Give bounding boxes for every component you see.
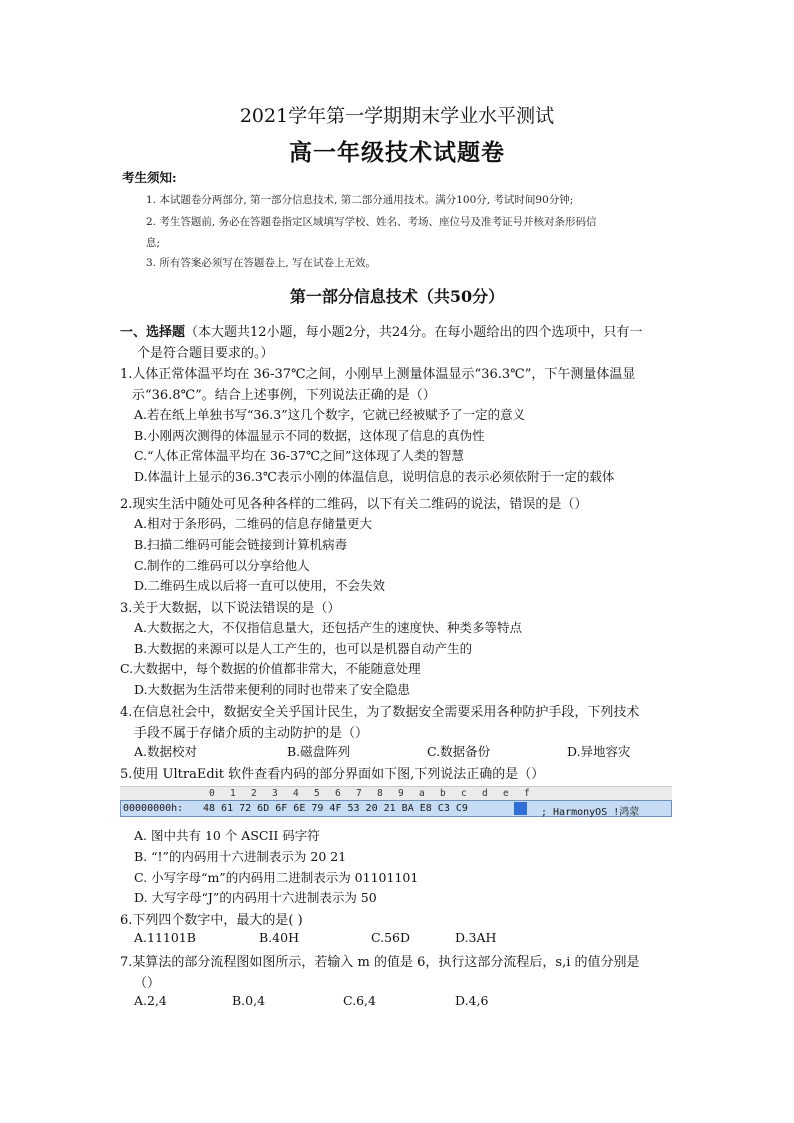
q3-stem: 3.关于大数据，以下说法错误的是（） <box>120 601 341 616</box>
section-title: 第一部分信息技术（共50分） <box>289 287 505 306</box>
q1-option-d: D.体温计上显示的36.3℃表示小刚的体温信息，说明信息的表示必须依附于一定的载体 <box>134 469 615 484</box>
q5-option-c: C. 小写字母“m”的内码用二进制表示为 01101101 <box>134 870 419 885</box>
hex-col-9: 9 <box>398 788 404 799</box>
q4-option-b: B.磁盘阵列 <box>287 744 351 759</box>
q7-option-d: D.4,6 <box>455 993 489 1008</box>
hex-col-4: 4 <box>293 788 299 799</box>
hex-column-header <box>120 786 672 801</box>
q1-option-b: B.小刚两次测得的体温显示不同的数据，这体现了信息的真伪性 <box>134 428 485 443</box>
hex-col-0: 0 <box>209 788 215 799</box>
q3-option-b: B.大数据的来源可以是人工产生的，也可以是机器自动产生的 <box>134 641 473 656</box>
hex-cursor <box>514 802 527 815</box>
q4-option-c: C.数据备份 <box>427 744 491 759</box>
hex-text: ; HarmonyOS !鸿蒙 <box>541 807 640 818</box>
hex-col-2: 2 <box>251 788 257 799</box>
notice-item-1: 1. 本试题卷分两部分, 第一部分信息技术, 第二部分通用技术。满分100分, 考试时间90分钟; <box>146 194 574 206</box>
exam-title-line1: 2021学年第一学期期末学业水平测试 <box>239 105 555 127</box>
q6-option-c: C.56D <box>371 930 411 945</box>
q7-option-b: B.0,4 <box>232 993 266 1008</box>
q2-option-b: B.扫描二维码可能会链接到计算机病毒 <box>134 537 348 552</box>
hex-col-e: e <box>503 788 509 799</box>
q3-option-a: A.大数据之大，不仅指信息量大，还包括产生的速度快、种类多等特点 <box>134 620 523 635</box>
part-heading <box>120 321 642 340</box>
q4-option-d: D.异地容灾 <box>567 744 631 759</box>
hex-col-8: 8 <box>377 788 383 799</box>
hex-data-row <box>120 800 672 817</box>
hex-address: 00000000h: <box>123 803 184 814</box>
notice-heading: 考生须知: <box>122 170 177 185</box>
q7-option-a: A.2,4 <box>134 993 167 1008</box>
part-heading-cont: 个是符合题目要求的。） <box>137 346 274 361</box>
part-heading-text: （本大题共12小题，每小题2分，共24分。在每小题给出的四个选项中，只有一 <box>185 325 643 340</box>
exam-title-line2: 高一年级技术试题卷 <box>289 139 505 166</box>
q2-option-c: C.制作的二维码可以分享给他人 <box>134 558 310 573</box>
hex-col-f: f <box>524 788 530 799</box>
q3-option-d: D.大数据为生活带来便利的同时也带来了安全隐患 <box>134 682 411 697</box>
q2-option-a: A.相对于条形码，二维码的信息存储量更大 <box>134 516 373 531</box>
q4-stem-line1: 4.在信息社会中，数据安全关乎国计民生，为了数据安全需要采用各种防护手段，下列技术 <box>120 705 640 720</box>
hex-col-1: 1 <box>230 788 236 799</box>
notice-item-2-cont: 息; <box>146 237 161 249</box>
q1-option-c: C.“人体正常体温平均在 36-37℃之间”这体现了人类的智慧 <box>134 448 464 463</box>
hex-col-c: c <box>461 788 467 799</box>
q2-stem: 2.现实生活中随处可见各种各样的二维码，以下有关二维码的说法，错误的是（） <box>120 497 588 512</box>
hex-col-3: 3 <box>272 788 278 799</box>
notice-item-2: 2. 考生答题前, 务必在答题卷指定区域填写学校、姓名、考场、座位号及准考证号并核对条形码信 <box>146 216 597 228</box>
hex-bytes: 48 61 72 6D 6F 6E 79 4F 53 20 21 BA E8 C3 C9 <box>203 803 468 814</box>
hex-col-6: 6 <box>335 788 341 799</box>
q5-option-b: B. “!”的内码用十六进制表示为 20 21 <box>134 849 347 864</box>
q7-stem-line1: 7.某算法的部分流程图如图所示，若输入 m 的值是 6，执行这部分流程后，s,i 的值分别是 <box>120 955 640 970</box>
q6-stem: 6.下列四个数字中，最大的是( ) <box>120 913 303 928</box>
hex-col-b: b <box>440 788 446 799</box>
q1-stem-line2: 示“36.8℃”。结合上述事例，下列说法正确的是（） <box>132 388 436 403</box>
q4-stem-line2: 手段不属于存储介质的主动防护的是（） <box>134 726 369 741</box>
q6-option-b: B.40H <box>259 930 299 945</box>
notice-item-3: 3. 所有答案必须写在答题卷上, 写在试卷上无效。 <box>146 257 377 269</box>
q3-option-c: C.大数据中，每个数据的价值都非常大，不能随意处理 <box>120 661 421 676</box>
q4-option-a: A.数据校对 <box>134 744 198 759</box>
q7-stem-line2: （） <box>134 976 161 991</box>
part-heading-label: 一、选择题 <box>120 325 186 340</box>
q5-option-d: D. 大写字母“J”的内码用十六进制表示为 50 <box>134 890 377 905</box>
hex-col-5: 5 <box>314 788 320 799</box>
q6-option-d: D.3AH <box>455 930 497 945</box>
q6-option-a: A.11101B <box>134 930 196 945</box>
q1-stem-line1: 1.人体正常体温平均在 36-37℃之间，小刚早上测量体温显示“36.3℃”，下午测量体温显 <box>120 367 636 382</box>
q2-option-d: D.二维码生成以后将一直可以使用，不会失效 <box>134 578 386 593</box>
hex-col-d: d <box>482 788 488 799</box>
hex-col-a: a <box>419 788 425 799</box>
q5-stem: 5.使用 UltraEdit 软件查看内码的部分界面如下图,下列说法正确的是（） <box>120 767 545 782</box>
q5-option-a: A. 图中共有 10 个 ASCII 码字符 <box>134 828 320 843</box>
q1-option-a: A.若在纸上单独书写“36.3”这几个数字，它就已经被赋予了一定的意义 <box>134 407 526 422</box>
q7-option-c: C.6,4 <box>343 993 376 1008</box>
hex-col-7: 7 <box>356 788 362 799</box>
